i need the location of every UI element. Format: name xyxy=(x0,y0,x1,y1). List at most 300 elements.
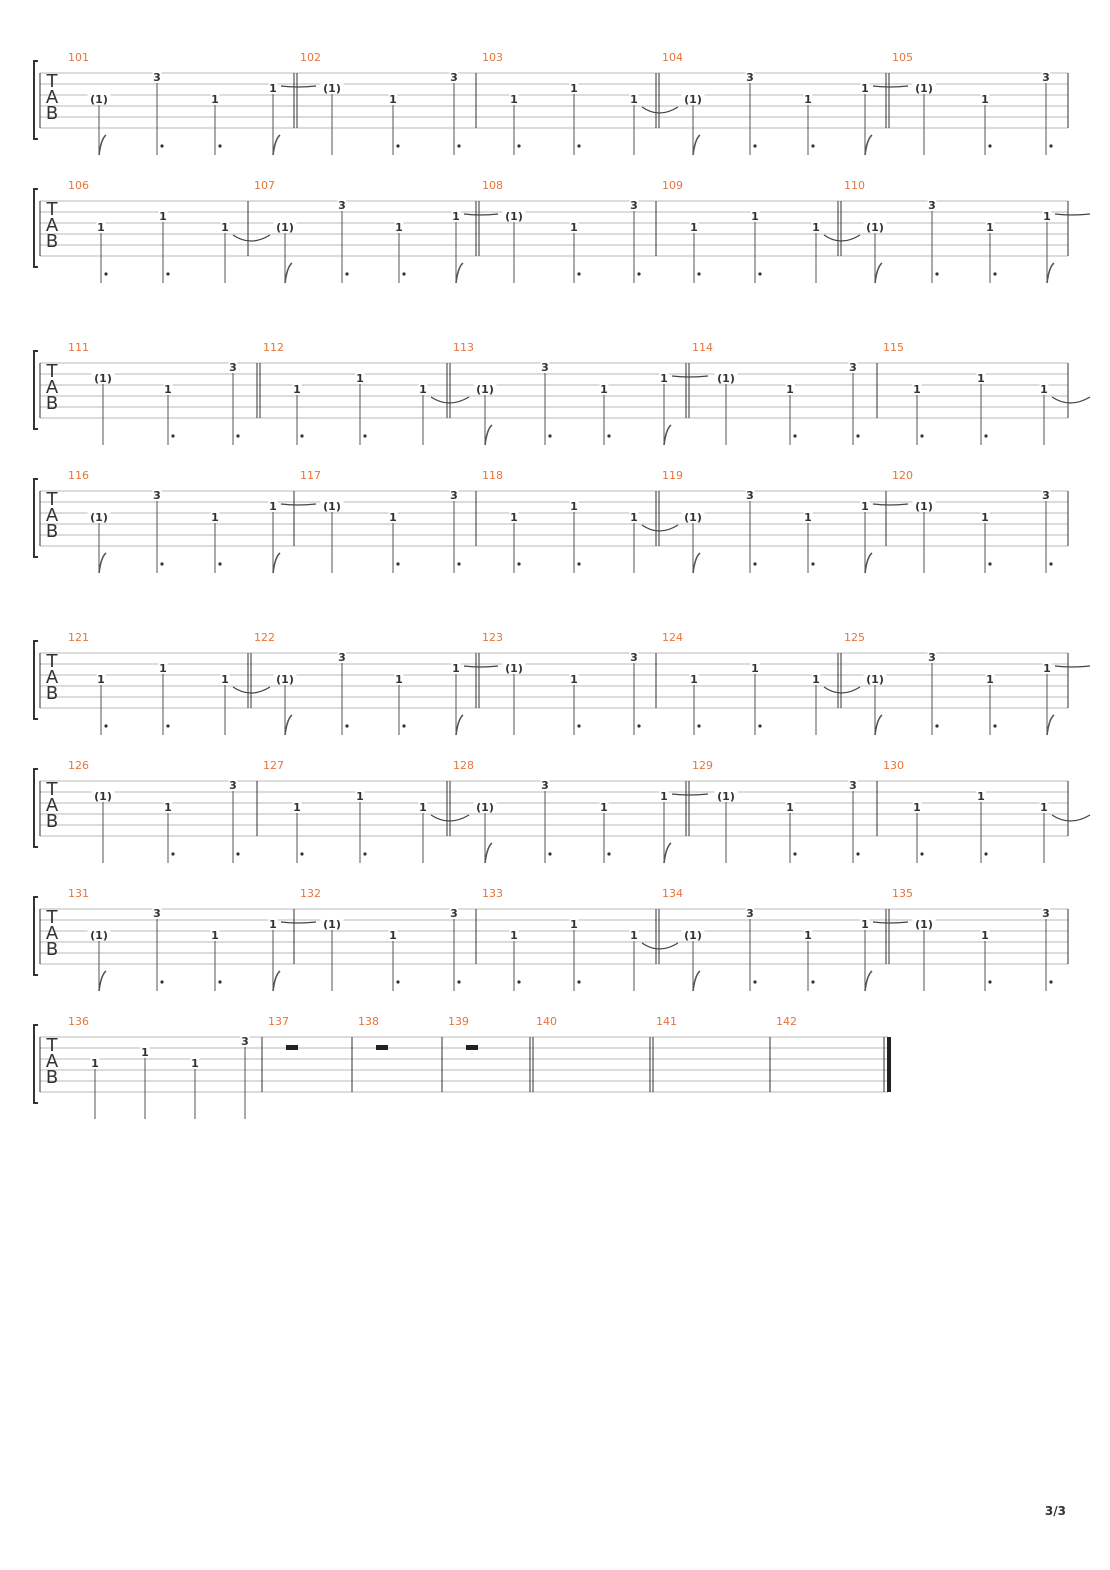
fret-number: 1 xyxy=(221,673,229,686)
tab-note xyxy=(981,93,992,155)
tab-system xyxy=(34,759,1090,863)
tab-note xyxy=(913,82,936,155)
tab-note xyxy=(159,662,170,735)
fret-number: 1 xyxy=(221,221,229,234)
tab-note xyxy=(682,929,705,991)
fret-number: 1 xyxy=(164,383,172,396)
duration-dot xyxy=(856,434,859,437)
tie-arc xyxy=(873,922,908,923)
tie-arc xyxy=(824,235,860,241)
fret-number: 1 xyxy=(804,511,812,524)
tie-arc xyxy=(873,86,908,87)
fret-number: (1) xyxy=(505,210,523,223)
fret-number: (1) xyxy=(90,929,108,942)
tab-clef-letter: T xyxy=(46,651,58,672)
measure-number: 113 xyxy=(453,341,474,354)
note-flag xyxy=(99,971,106,991)
tab-note xyxy=(419,801,470,863)
measure xyxy=(68,1015,250,1119)
fret-number: 3 xyxy=(928,651,936,664)
duration-dot xyxy=(811,980,814,983)
fret-number: 1 xyxy=(690,221,698,234)
fret-number: 3 xyxy=(229,361,237,374)
measure xyxy=(268,1015,298,1050)
fret-number: (1) xyxy=(866,221,884,234)
tab-note xyxy=(600,383,611,445)
duration-dot xyxy=(607,852,610,855)
measure-number: 114 xyxy=(692,341,713,354)
duration-dot xyxy=(758,724,761,727)
measure-number: 129 xyxy=(692,759,713,772)
tie-arc xyxy=(642,107,678,113)
tab-note xyxy=(141,1046,150,1119)
measure xyxy=(482,469,678,573)
fret-number: 1 xyxy=(786,383,794,396)
fret-number: 1 xyxy=(164,801,172,814)
measure xyxy=(883,341,1090,445)
note-flag xyxy=(456,263,463,283)
measure xyxy=(656,1015,677,1028)
fret-number: 1 xyxy=(570,918,578,931)
tab-note xyxy=(913,500,936,573)
measure-number: 130 xyxy=(883,759,904,772)
fret-number: 3 xyxy=(450,71,458,84)
measure-number: 116 xyxy=(68,469,89,482)
tab-note xyxy=(977,372,988,445)
tie-arc xyxy=(672,376,708,377)
duration-dot xyxy=(577,272,580,275)
fret-number: 1 xyxy=(389,511,397,524)
system-bracket xyxy=(34,479,38,557)
fret-number: (1) xyxy=(94,372,112,385)
duration-dot xyxy=(236,434,239,437)
tab-system xyxy=(34,1015,891,1119)
fret-number: 3 xyxy=(1042,71,1050,84)
fret-number: 3 xyxy=(153,907,161,920)
fret-number: 3 xyxy=(630,199,638,212)
fret-number: (1) xyxy=(684,511,702,524)
duration-dot xyxy=(345,724,348,727)
fret-number: (1) xyxy=(717,790,735,803)
tab-note xyxy=(812,673,861,735)
tab-note xyxy=(751,662,762,735)
note-flag xyxy=(273,971,280,991)
duration-dot xyxy=(166,724,169,727)
duration-dot xyxy=(920,434,923,437)
tab-clef-letter: A xyxy=(45,87,59,108)
duration-dot xyxy=(577,724,580,727)
duration-dot xyxy=(171,434,174,437)
tab-note xyxy=(751,210,762,283)
measure xyxy=(453,341,708,445)
measure xyxy=(662,469,908,573)
tab-note xyxy=(986,221,997,283)
measure xyxy=(482,179,641,283)
fret-number: 1 xyxy=(630,93,638,106)
note-flag xyxy=(485,843,492,863)
fret-number: 1 xyxy=(159,210,167,223)
note-flag xyxy=(99,135,106,155)
duration-dot xyxy=(345,272,348,275)
page-number: 3/3 xyxy=(1044,1504,1066,1518)
duration-dot xyxy=(396,562,399,565)
measure xyxy=(68,887,316,991)
measure xyxy=(692,759,860,863)
fret-number: 1 xyxy=(293,801,301,814)
fret-number: 3 xyxy=(541,361,549,374)
tab-system xyxy=(34,887,1068,991)
tab-note xyxy=(981,929,992,991)
fret-number: 1 xyxy=(986,673,994,686)
duration-dot xyxy=(160,980,163,983)
fret-number: 1 xyxy=(395,221,403,234)
fret-number: (1) xyxy=(323,918,341,931)
measure-number: 137 xyxy=(268,1015,289,1028)
tab-note xyxy=(804,93,815,155)
measure-number: 126 xyxy=(68,759,89,772)
tab-system xyxy=(34,179,1090,283)
note-flag xyxy=(875,715,882,735)
measure xyxy=(844,179,1090,283)
tab-note xyxy=(570,918,581,991)
fret-number: 1 xyxy=(211,93,219,106)
measure-number: 133 xyxy=(482,887,503,900)
fret-number: 1 xyxy=(452,210,460,223)
measure xyxy=(776,1015,797,1028)
tab-clef-letter: T xyxy=(46,1035,58,1056)
tab-note xyxy=(92,372,115,445)
fret-number: 1 xyxy=(269,500,277,513)
measure xyxy=(68,51,316,155)
fret-number: 3 xyxy=(1042,907,1050,920)
duration-dot xyxy=(160,144,163,147)
fret-number: 1 xyxy=(419,383,427,396)
measure xyxy=(662,631,860,735)
duration-dot xyxy=(1049,562,1052,565)
tie-arc xyxy=(233,235,270,241)
fret-number: 1 xyxy=(600,801,608,814)
tab-note xyxy=(274,221,297,283)
fret-number: 1 xyxy=(91,1057,99,1070)
tab-note xyxy=(715,372,738,445)
tab-note xyxy=(510,93,521,155)
duration-dot xyxy=(517,562,520,565)
duration-dot xyxy=(517,144,520,147)
fret-number: 1 xyxy=(981,93,989,106)
tie-arc xyxy=(873,504,908,505)
note-flag xyxy=(693,135,700,155)
tie-arc xyxy=(672,794,708,795)
tie-arc xyxy=(281,922,316,923)
measure-number: 132 xyxy=(300,887,321,900)
fret-number: 1 xyxy=(630,929,638,942)
tab-clef-letter: T xyxy=(46,361,58,382)
fret-number: 1 xyxy=(1040,801,1048,814)
tab-system xyxy=(34,51,1068,155)
tab-note xyxy=(389,929,400,991)
system-bracket xyxy=(34,897,38,975)
tab-clef-letter: T xyxy=(46,489,58,510)
duration-dot xyxy=(697,272,700,275)
fret-number: 3 xyxy=(153,489,161,502)
fret-number: 1 xyxy=(977,790,985,803)
fret-number: 3 xyxy=(928,199,936,212)
tab-note xyxy=(395,673,406,735)
fret-number: 1 xyxy=(389,93,397,106)
tab-note xyxy=(88,929,111,991)
measure-number: 111 xyxy=(68,341,89,354)
tie-arc xyxy=(642,943,678,949)
fret-number: 1 xyxy=(510,511,518,524)
tab-note xyxy=(164,801,175,863)
tab-note xyxy=(690,221,701,283)
fret-number: 1 xyxy=(981,511,989,524)
tab-note xyxy=(570,221,581,283)
measure xyxy=(892,887,1053,991)
fret-number: 1 xyxy=(570,221,578,234)
duration-dot xyxy=(753,562,756,565)
measure xyxy=(662,887,908,991)
note-flag xyxy=(1047,715,1054,735)
tab-system xyxy=(34,469,1068,573)
tab-note xyxy=(1043,662,1091,735)
duration-dot xyxy=(637,272,640,275)
fret-number: 1 xyxy=(356,790,364,803)
measure xyxy=(68,469,316,573)
fret-number: 1 xyxy=(660,790,668,803)
fret-number: 1 xyxy=(570,673,578,686)
measure-number: 139 xyxy=(448,1015,469,1028)
tab-clef-letter: A xyxy=(45,215,59,236)
tab-note xyxy=(804,511,815,573)
fret-number: 1 xyxy=(600,383,608,396)
tie-arc xyxy=(824,687,860,693)
tab-note xyxy=(91,1057,100,1119)
fret-number: (1) xyxy=(717,372,735,385)
measure xyxy=(68,631,270,735)
duration-dot xyxy=(104,272,107,275)
measure xyxy=(536,1015,557,1028)
fret-number: 1 xyxy=(159,662,167,675)
duration-dot xyxy=(402,724,405,727)
duration-dot xyxy=(300,852,303,855)
measure-number: 131 xyxy=(68,887,89,900)
tab-note xyxy=(88,93,111,155)
measure xyxy=(68,759,240,863)
fret-number: (1) xyxy=(866,673,884,686)
tab-clef-letter: B xyxy=(45,1067,59,1088)
tab-note xyxy=(786,383,797,445)
duration-dot xyxy=(104,724,107,727)
duration-dot xyxy=(607,434,610,437)
measure xyxy=(482,51,678,155)
fret-number: 1 xyxy=(861,500,869,513)
fret-number: 1 xyxy=(419,801,427,814)
tab-note xyxy=(570,673,581,735)
duration-dot xyxy=(856,852,859,855)
tie-arc xyxy=(464,214,498,215)
note-flag xyxy=(273,135,280,155)
system-bracket xyxy=(34,769,38,847)
tab-note xyxy=(97,673,108,735)
measure-number: 102 xyxy=(300,51,321,64)
tab-note xyxy=(660,372,709,445)
duration-dot xyxy=(402,272,405,275)
fret-number: 1 xyxy=(211,929,219,942)
tab-note xyxy=(861,82,909,155)
tab-note xyxy=(503,662,526,735)
fret-number: 3 xyxy=(1042,489,1050,502)
measure-number: 119 xyxy=(662,469,683,482)
fret-number: (1) xyxy=(323,82,341,95)
duration-dot xyxy=(697,724,700,727)
fret-number: (1) xyxy=(915,500,933,513)
measure-number: 121 xyxy=(68,631,89,644)
tab-note xyxy=(164,383,175,445)
measure-number: 120 xyxy=(892,469,913,482)
tie-arc xyxy=(1052,397,1090,403)
tab-clef-letter: A xyxy=(45,1051,59,1072)
duration-dot xyxy=(166,272,169,275)
fret-number: 1 xyxy=(981,929,989,942)
fret-number: 1 xyxy=(452,662,460,675)
tab-note xyxy=(570,82,581,155)
note-flag xyxy=(693,971,700,991)
tab-note xyxy=(356,790,367,863)
tab-clef-letter: A xyxy=(45,795,59,816)
fret-number: (1) xyxy=(915,82,933,95)
tab-clef-letter: B xyxy=(45,103,59,124)
tab-note xyxy=(786,801,797,863)
fret-number: 1 xyxy=(630,511,638,524)
tab-note xyxy=(913,801,924,863)
fret-number: 1 xyxy=(97,673,105,686)
measure xyxy=(844,631,1090,735)
duration-dot xyxy=(548,434,551,437)
fret-number: 1 xyxy=(913,801,921,814)
fret-number: 3 xyxy=(630,651,638,664)
tab-note xyxy=(321,500,344,573)
tie-arc xyxy=(642,525,678,531)
note-flag xyxy=(875,263,882,283)
duration-dot xyxy=(363,852,366,855)
fret-number: 3 xyxy=(241,1035,249,1048)
measure xyxy=(482,887,678,991)
fret-number: 1 xyxy=(1040,383,1048,396)
fret-number: (1) xyxy=(476,801,494,814)
measure xyxy=(482,631,641,735)
fret-number: 1 xyxy=(395,673,403,686)
tie-arc xyxy=(1052,815,1090,821)
tab-note xyxy=(986,673,997,735)
tab-clef-letter: A xyxy=(45,377,59,398)
tab-note xyxy=(221,221,271,283)
tab-note xyxy=(1043,210,1091,283)
note-flag xyxy=(485,425,492,445)
measure xyxy=(448,1015,478,1050)
duration-dot xyxy=(920,852,923,855)
duration-dot xyxy=(396,144,399,147)
tab-note xyxy=(690,673,701,735)
tab-note xyxy=(241,1035,250,1119)
tab-note xyxy=(864,673,887,735)
duration-dot xyxy=(993,724,996,727)
tab-note xyxy=(864,221,887,283)
tab-note xyxy=(630,511,679,573)
measure-number: 105 xyxy=(892,51,913,64)
measure xyxy=(300,51,461,155)
tab-note xyxy=(452,210,499,283)
measure-number: 124 xyxy=(662,631,683,644)
measure xyxy=(300,469,461,573)
tie-arc xyxy=(464,666,498,667)
fret-number: 3 xyxy=(849,779,857,792)
duration-dot xyxy=(988,980,991,983)
fret-number: 1 xyxy=(570,500,578,513)
measure xyxy=(662,51,908,155)
tab-system xyxy=(34,341,1090,445)
measure xyxy=(68,179,270,283)
tab-note xyxy=(812,221,861,283)
duration-dot xyxy=(396,980,399,983)
duration-dot xyxy=(1049,980,1052,983)
fret-number: 1 xyxy=(570,82,578,95)
fret-number: 3 xyxy=(338,199,346,212)
note-flag xyxy=(865,553,872,573)
duration-dot xyxy=(577,144,580,147)
fret-number: (1) xyxy=(505,662,523,675)
tab-note xyxy=(630,929,679,991)
tab-note xyxy=(395,221,406,283)
measure-number: 104 xyxy=(662,51,683,64)
measure-number: 141 xyxy=(656,1015,677,1028)
tab-note xyxy=(159,210,170,283)
duration-dot xyxy=(218,562,221,565)
tab-note xyxy=(269,918,317,991)
tab-note xyxy=(503,210,526,283)
duration-dot xyxy=(300,434,303,437)
tab-clef-letter: A xyxy=(45,667,59,688)
system-bracket xyxy=(34,61,38,139)
tab-clef-letter: T xyxy=(46,199,58,220)
rest-symbol xyxy=(376,1045,388,1050)
tab-note xyxy=(389,93,400,155)
duration-dot xyxy=(577,980,580,983)
duration-dot xyxy=(935,724,938,727)
fret-number: 1 xyxy=(913,383,921,396)
note-flag xyxy=(456,715,463,735)
note-flag xyxy=(285,715,292,735)
tab-note xyxy=(221,673,271,735)
fret-number: (1) xyxy=(915,918,933,931)
tab-note xyxy=(913,383,924,445)
tab-clef-letter: B xyxy=(45,521,59,542)
tab-clef-letter: A xyxy=(45,505,59,526)
tab-clef-letter: B xyxy=(45,939,59,960)
fret-number: 1 xyxy=(977,372,985,385)
tie-arc xyxy=(1055,214,1090,215)
tab-note xyxy=(510,929,521,991)
measure xyxy=(883,759,1090,863)
note-flag xyxy=(273,553,280,573)
duration-dot xyxy=(811,562,814,565)
duration-dot xyxy=(988,144,991,147)
fret-number: 1 xyxy=(510,93,518,106)
note-flag xyxy=(664,425,671,445)
tab-note xyxy=(452,662,499,735)
tab-note xyxy=(97,221,108,283)
system-bracket xyxy=(34,1025,38,1103)
